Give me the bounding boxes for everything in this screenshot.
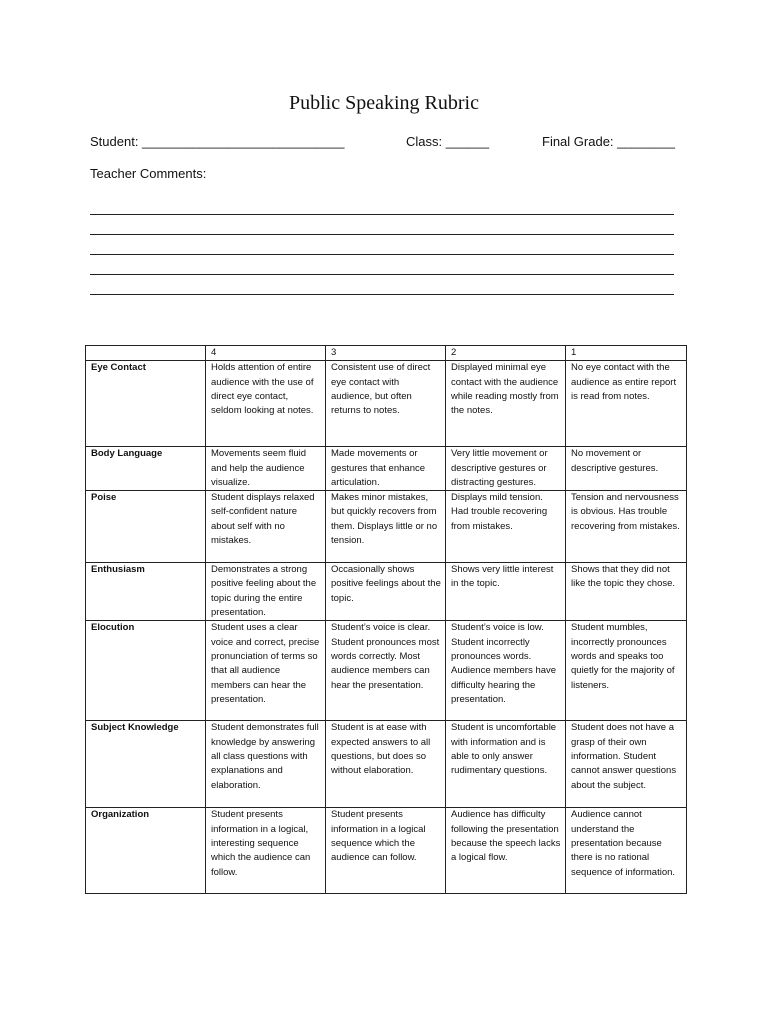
student-field[interactable]: Student: ____________________________ (90, 134, 345, 149)
final-grade-field[interactable]: Final Grade: ________ (542, 134, 675, 149)
score-2-descriptor: Student is uncomfortable with information and is able to only answer rudimentary questions. (446, 721, 566, 808)
rubric-table (85, 345, 687, 894)
score-3-descriptor: Consistent use of direct eye contact with audience, but often returns to notes. (326, 361, 446, 447)
score-3-descriptor: Made movements or gestures that enhance articulation. (326, 447, 446, 491)
score-1-descriptor: Tension and nervousness is obvious. Has trouble recovering from mistakes. (566, 491, 687, 563)
score-4-descriptor: Demonstrates a strong positive feeling about the topic during the entire presentation. (206, 563, 326, 621)
criterion-label: Subject Knowledge (86, 721, 206, 808)
header-criteria (86, 346, 206, 361)
rubric-row-eye-contact (86, 361, 687, 447)
comment-line[interactable] (90, 294, 674, 295)
score-4-descriptor: Student presents information in a logical, interesting sequence which the audience can follow. (206, 808, 326, 894)
rubric-row-elocution (86, 621, 687, 721)
score-4-descriptor: Student uses a clear voice and correct, precise pronunciation of terms so that all audience members can hear the presentation. (206, 621, 326, 721)
score-4-descriptor: Holds attention of entire audience with the use of direct eye contact, seldom looking at notes. (206, 361, 326, 447)
score-1-descriptor: Audience cannot understand the presentation because there is no rational sequence of information. (566, 808, 687, 894)
rubric-row-poise (86, 491, 687, 563)
criterion-label: Enthusiasm (86, 563, 206, 621)
score-4-descriptor: Movements seem fluid and help the audience visualize. (206, 447, 326, 491)
rubric-row-subject-knowledge (86, 721, 687, 808)
score-4-descriptor: Student demonstrates full knowledge by answering all class questions with explanations and elaboration. (206, 721, 326, 808)
rubric-header-row (86, 346, 687, 361)
score-4-descriptor: Student displays relaxed self-confident nature about self with no mistakes. (206, 491, 326, 563)
score-2-descriptor: Student’s voice is low. Student incorrectly pronounces words. Audience members have difficulty hearing the presentation. (446, 621, 566, 721)
score-1-descriptor: No eye contact with the audience as entire report is read from notes. (566, 361, 687, 447)
score-3-descriptor: Student is at ease with expected answers to all questions, but does so without elaboration. (326, 721, 446, 808)
criterion-label: Elocution (86, 621, 206, 721)
score-1-descriptor: Student mumbles, incorrectly pronounces words and speaks too quietly for the majority of listeners. (566, 621, 687, 721)
score-2-descriptor: Audience has difficulty following the presentation because the speech lacks a logical flow. (446, 808, 566, 894)
page-title: Public Speaking Rubric (289, 92, 479, 114)
header-score-4: 4 (206, 346, 326, 361)
score-3-descriptor: Makes minor mistakes, but quickly recovers from them. Displays little or no tension. (326, 491, 446, 563)
score-1-descriptor: No movement or descriptive gestures. (566, 447, 687, 491)
score-3-descriptor: Student’s voice is clear. Student pronounces most words correctly. Most audience members can hear the presentation. (326, 621, 446, 721)
header-score-2: 2 (446, 346, 566, 361)
teacher-comments-label: Teacher Comments: (90, 166, 207, 181)
score-2-descriptor: Displays mild tension. Had trouble recovering from mistakes. (446, 491, 566, 563)
score-2-descriptor: Displayed minimal eye contact with the audience while reading mostly from the notes. (446, 361, 566, 447)
score-1-descriptor: Student does not have a grasp of their own information. Student cannot answer questions about the subject. (566, 721, 687, 808)
rubric-row-enthusiasm (86, 563, 687, 621)
score-3-descriptor: Occasionally shows positive feelings about the topic. (326, 563, 446, 621)
header-score-1: 1 (566, 346, 687, 361)
criterion-label: Body Language (86, 447, 206, 491)
comment-line[interactable] (90, 274, 674, 275)
criterion-label: Eye Contact (86, 361, 206, 447)
score-1-descriptor: Shows that they did not like the topic they chose. (566, 563, 687, 621)
header-score-3: 3 (326, 346, 446, 361)
criterion-label: Organization (86, 808, 206, 894)
rubric-row-body-language (86, 447, 687, 491)
score-2-descriptor: Very little movement or descriptive gestures or distracting gestures. (446, 447, 566, 491)
class-field[interactable]: Class: ______ (406, 134, 490, 149)
comment-line[interactable] (90, 214, 674, 215)
score-3-descriptor: Student presents information in a logical sequence which the audience can follow. (326, 808, 446, 894)
comment-line[interactable] (90, 234, 674, 235)
rubric-row-organization (86, 808, 687, 894)
score-2-descriptor: Shows very little interest in the topic. (446, 563, 566, 621)
criterion-label: Poise (86, 491, 206, 563)
comment-line[interactable] (90, 254, 674, 255)
